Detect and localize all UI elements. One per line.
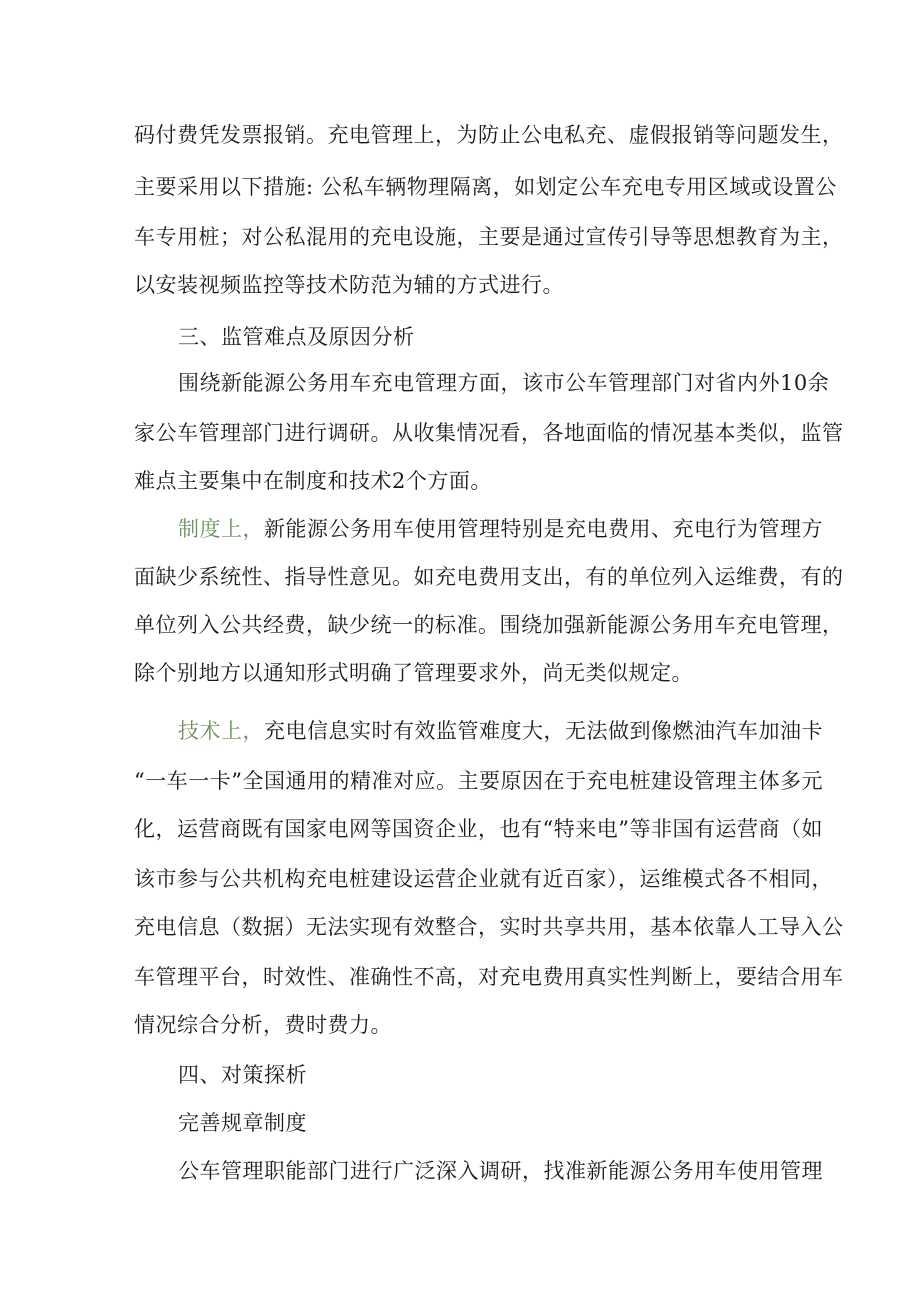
lead-in-system: 制度上， (178, 517, 264, 541)
paragraph-line (178, 716, 823, 746)
paragraph-line: 单位列入公共经费，缺少统一的标准。围绕加强新能源公务用车充电管理， (134, 613, 844, 637)
paragraph-line: “一车一卡”全国通用的精准对应。主要原因在于充电桩建设管理主体多元 (134, 769, 823, 793)
lead-in-technology: 技术上， (178, 719, 264, 743)
section-heading-4: 四、对策探析 (178, 1063, 307, 1087)
paragraph-line: 充电信息（数据）无法实现有效整合，实时共享共用，基本依靠人工导入公 (134, 915, 844, 939)
paragraph-line: 车管理平台，时效性、准确性不高，对充电费用真实性判断上，要结合用车 (134, 965, 844, 989)
paragraph-line: 家公车管理部门进行调研。从收集情况看，各地面临的情况基本类似，监管 (134, 421, 844, 445)
paragraph-line: 车专用桩；对公私混用的充电设施，主要是通过宣传引导等思想教育为主， (134, 225, 844, 249)
paragraph-line: 面缺少系统性、指导性意见。如充电费用支出，有的单位列入运维费，有的 (134, 565, 844, 589)
paragraph-line: 难点主要集中在制度和技术2个方面。 (134, 469, 492, 493)
paragraph-line: 主要采用以下措施: 公私车辆物理隔离，如划定公车充电专用区域或设置公 (134, 175, 837, 199)
subsection-heading: 完善规章制度 (178, 1111, 307, 1135)
paragraph-line: 该市参与公共机构充电桩建设运营企业就有近百家），运维模式各不相同， (134, 867, 833, 891)
paragraph-line (178, 514, 823, 544)
paragraph-line: 情况综合分析，费时费力。 (134, 1013, 392, 1037)
paragraph-line: 围绕新能源公务用车充电管理方面，该市公车管理部门对省内外10余 (178, 371, 830, 395)
paragraph-line: 码付费凭发票报销。充电管理上，为防止公电私充、虚假报销等问题发生， (134, 123, 844, 147)
paragraph-line: 除个别地方以通知形式明确了管理要求外，尚无类似规定。 (134, 661, 693, 685)
paragraph-text: 充电信息实时有效监管难度大，无法做到像燃油汽车加油卡 (264, 719, 823, 743)
section-heading-3: 三、监管难点及原因分析 (178, 325, 415, 349)
paragraph-line: 以安装视频监控等技术防范为辅的方式进行。 (134, 273, 564, 297)
paragraph-line: 化，运营商既有国家电网等国资企业，也有“特来电”等非国有运营商（如 (134, 817, 823, 841)
paragraph-text: 新能源公务用车使用管理特别是充电费用、充电行为管理方 (264, 517, 823, 541)
paragraph-line: 公车管理职能部门进行广泛深入调研，找准新能源公务用车使用管理 (178, 1159, 823, 1183)
